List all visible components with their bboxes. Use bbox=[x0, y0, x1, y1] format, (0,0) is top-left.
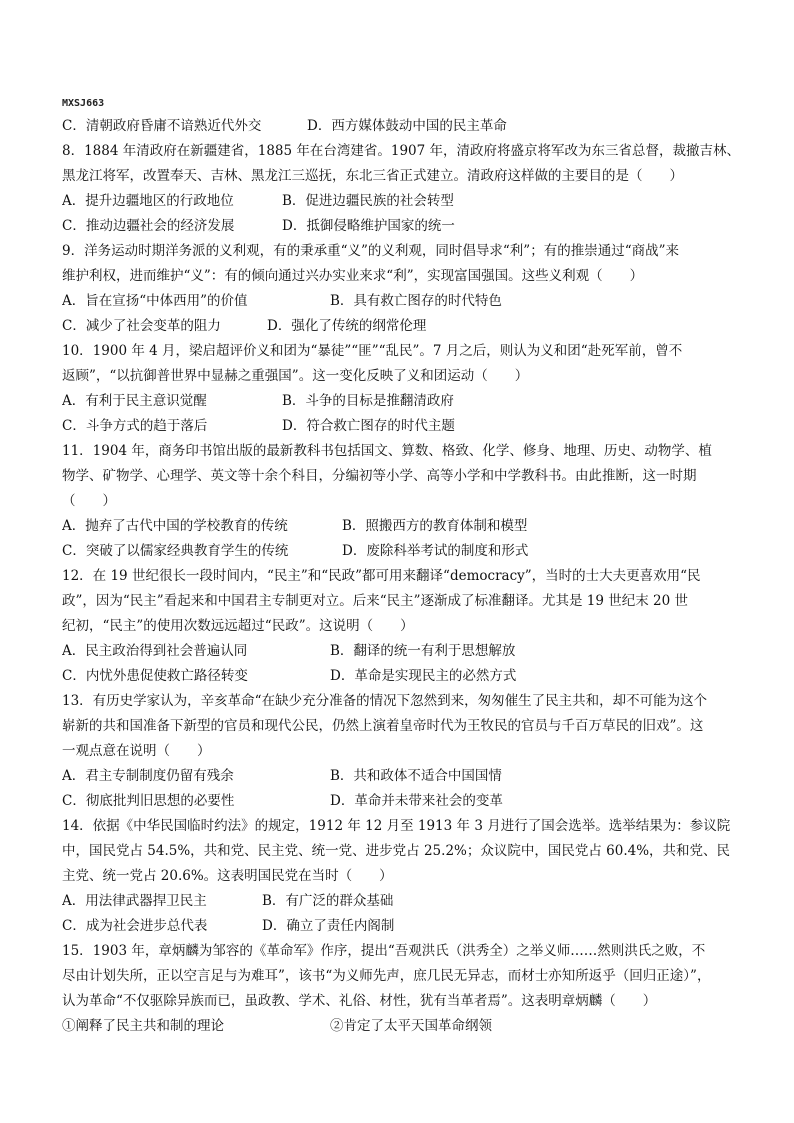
q8-stem-line-2: 黑龙江将军，改置奉天、吉林、黑龙江三巡抚，东北三省正式建立。清政府这样做的主要目的是（ ） bbox=[62, 168, 683, 184]
q14-option-c[interactable]: C．成为社会进步总代表 bbox=[62, 918, 208, 934]
q13-stem-line-1: 13．有历史学家认为，辛亥革命“在缺少充分准备的情况下忽然到来，匆匆催生了民主共和，却不可能为这个 bbox=[62, 693, 708, 709]
q13-option-c[interactable]: C．彻底批判旧思想的必要性 bbox=[62, 793, 235, 809]
question-list bbox=[62, 114, 742, 1039]
q11-option-d[interactable]: D．废除科举考试的制度和形式 bbox=[342, 543, 529, 559]
q12-stem-line-1: 12．在 19 世纪很长一段时间内，“民主”和“民政”都可用来翻译“democracy”，当时的士大夫更喜欢用“民 bbox=[62, 568, 701, 584]
q12-option-c[interactable]: C．内忧外患促使救亡路径转变 bbox=[62, 668, 248, 684]
q7-option-d[interactable]: D．西方媒体鼓动中国的民主革命 bbox=[307, 118, 507, 134]
q15-stem-line-3: 认为革命“不仅驱除异族而已，虽政教、学术、礼俗、材性，犹有当革者焉”。这表明章炳麟（ ） bbox=[62, 993, 657, 1009]
q14-stem-line-2: 中，国民党占 54.5%，共和党、民主党、统一党、进步党占 25.2%；众议院中，国民党占 60.4%，共和党、民 bbox=[62, 843, 731, 859]
q8-stem-line-1: 8．1884 年清政府在新疆建省，1885 年在台湾建省。1907 年，清政府将盛京将军改为东三省总督，裁撤吉林、 bbox=[62, 143, 741, 159]
q12-option-d[interactable]: D．革命是实现民主的必然方式 bbox=[330, 668, 517, 684]
q10-option-c[interactable]: C．斗争方式的趋于落后 bbox=[62, 418, 208, 434]
q14-options-ab bbox=[62, 889, 742, 914]
q8-option-d[interactable]: D．抵御侵略维护国家的统一 bbox=[282, 218, 455, 234]
q10-options-ab bbox=[62, 389, 742, 414]
q9-option-d[interactable]: D．强化了传统的纲常伦理 bbox=[267, 318, 427, 334]
q13-options-ab bbox=[62, 764, 742, 789]
q15-stem-line-2: 尽由计划失所，正以空言足与为难耳”，该书“为义师先声，庶几民无异志，而材士亦知所返乎（回归正途）”， bbox=[62, 968, 711, 984]
document-code: MXSJ663 bbox=[62, 98, 105, 109]
q13-options-cd bbox=[62, 789, 742, 814]
q14-option-b[interactable]: B．有广泛的群众基础 bbox=[262, 893, 394, 909]
q11-option-a[interactable]: A．抛弃了古代中国的学校教育的传统 bbox=[62, 518, 288, 534]
q8-option-c[interactable]: C．推动边疆社会的经济发展 bbox=[62, 218, 235, 234]
q11-stem-line-2: 物学、矿物学、心理学、英文等十余个科目，分编初等小学、高等小学和中学教科书。由此推断，这一时期 bbox=[62, 468, 697, 484]
q10-option-b[interactable]: B．斗争的目标是推翻清政府 bbox=[282, 393, 454, 409]
q9-options-cd bbox=[62, 314, 742, 339]
q14-option-d[interactable]: D．确立了责任内阁制 bbox=[262, 918, 395, 934]
q12-options-ab bbox=[62, 639, 742, 664]
q9-stem-line-2: 维护利权，进而维护“义”：有的倾向通过兴办实业来求“利”，实现富国强国。这些义利观（ ） bbox=[62, 268, 644, 284]
q12-stem-line-3: 纪初，“民主”的使用次数远远超过“民政”。这说明（ ） bbox=[62, 618, 414, 634]
q8-options-cd bbox=[62, 214, 742, 239]
q12-options-cd bbox=[62, 664, 742, 689]
q15-statements-12 bbox=[62, 1014, 742, 1039]
q9-options-ab bbox=[62, 289, 742, 314]
q8-option-b[interactable]: B．促进边疆民族的社会转型 bbox=[282, 193, 454, 209]
q11-stem-line-1: 11．1904 年，商务印书馆出版的最新教科书包括国文、算数、格致、化学、修身、地理、历史、动物学、植 bbox=[62, 443, 712, 459]
q13-option-b[interactable]: B．共和政体不适合中国国情 bbox=[330, 768, 502, 784]
q11-stem-line-3: （ ） bbox=[62, 493, 116, 509]
q10-option-a[interactable]: A．有利于民主意识觉醒 bbox=[62, 393, 207, 409]
q14-options-cd bbox=[62, 914, 742, 939]
q14-stem-line-3: 主党、统一党占 20.6%。这表明国民党在当时（ ） bbox=[62, 868, 393, 884]
q9-option-c[interactable]: C．减少了社会变革的阻力 bbox=[62, 318, 221, 334]
q9-stem-line-1: 9．洋务运动时期洋务派的义利观，有的秉承重“义”的义利观，同时倡导求“利”；有的推崇通过“商战”来 bbox=[62, 243, 679, 259]
q10-options-cd bbox=[62, 414, 742, 439]
q15-statement-1[interactable]: ①阐释了民主共和制的理论 bbox=[62, 1018, 224, 1034]
q7-options-cd bbox=[62, 114, 742, 139]
q15-stem-line-1: 15．1903 年，章炳麟为邹容的《革命军》作序，提出“吾观洪氏（洪秀全）之举义师……然则洪氏之败，不 bbox=[62, 943, 706, 959]
q9-option-b[interactable]: B．具有救亡图存的时代特色 bbox=[330, 293, 502, 309]
q9-option-a[interactable]: A．旨在宣扬“中体西用”的价值 bbox=[62, 293, 248, 309]
q12-option-b[interactable]: B．翻译的统一有利于思想解放 bbox=[330, 643, 516, 659]
q15-statement-2[interactable]: ②肯定了太平天国革命纲领 bbox=[330, 1018, 492, 1034]
q8-option-a[interactable]: A．提升边疆地区的行政地位 bbox=[62, 193, 234, 209]
q14-option-a[interactable]: A．用法律武器捍卫民主 bbox=[62, 893, 207, 909]
q12-option-a[interactable]: A．民主政治得到社会普遍认同 bbox=[62, 643, 248, 659]
q13-option-d[interactable]: D．革命并未带来社会的变革 bbox=[330, 793, 503, 809]
q12-stem-line-2: 政”，因为“民主”看起来和中国君主专制更对立。后来“民主”逐渐成了标准翻译。尤其是 19 世纪末 20 世 bbox=[62, 593, 689, 609]
q11-options-cd bbox=[62, 539, 742, 564]
q10-stem-line-1: 10．1900 年 4 月，梁启超评价义和团为“暴徒”“匪”“乱民”。7 月之后，则认为义和团“赴死军前，曾不 bbox=[62, 343, 683, 359]
q11-option-c[interactable]: C．突破了以儒家经典教育学生的传统 bbox=[62, 543, 289, 559]
q11-option-b[interactable]: B．照搬西方的教育体制和模型 bbox=[342, 518, 528, 534]
q10-option-d[interactable]: D．符合救亡图存的时代主题 bbox=[282, 418, 455, 434]
q14-stem-line-1: 14．依据《中华民国临时约法》的规定，1912 年 12 月至 1913 年 3 月进行了国会选举。选举结果为：参议院 bbox=[62, 818, 731, 834]
q10-stem-line-2: 返顾”，“以抗御普世界中显赫之重强国”。这一变化反映了义和团运动（ ） bbox=[62, 368, 529, 384]
q7-option-c[interactable]: C．清朝政府昏庸不谙熟近代外交 bbox=[62, 118, 262, 134]
q13-option-a[interactable]: A．君主专制制度仍留有残余 bbox=[62, 768, 234, 784]
q11-options-ab bbox=[62, 514, 742, 539]
q13-stem-line-2: 崭新的共和国准备下新型的官员和现代公民，仍然上演着皇帝时代为王牧民的官员与千百万草民的旧戏”。这 bbox=[62, 718, 704, 734]
q13-stem-line-3: 一观点意在说明（ ） bbox=[62, 743, 211, 759]
q8-options-ab bbox=[62, 189, 742, 214]
